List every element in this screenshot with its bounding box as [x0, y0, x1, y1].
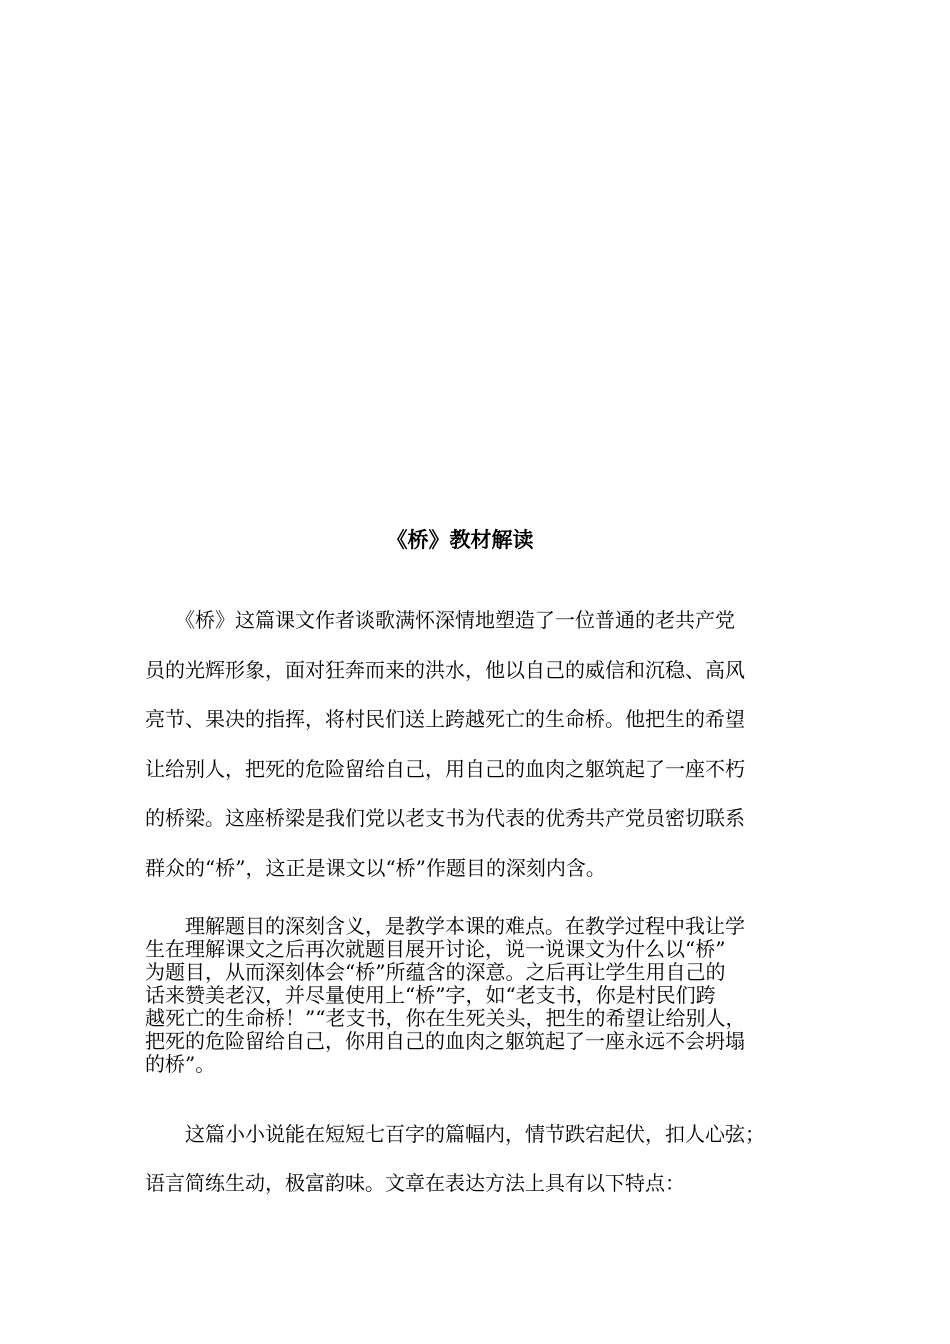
- document-title: 《桥》教材解读: [386, 528, 534, 552]
- text-line: 群众的“桥”，这正是课文以“桥”作题目的深刻内含。: [145, 855, 606, 880]
- paragraph-theme: [145, 596, 835, 893]
- text-line: 《桥》这篇课文作者谈歌满怀深情地塑造了一位普通的老共产党: [145, 608, 735, 632]
- text-line: 理解题目的深刻含义，是教学本课的难点。在教学过程中我让学: [145, 914, 745, 938]
- text-line: 为题目，从而深刻体会“桥”所蕴含的深意。之后再让学生用自己的: [145, 960, 726, 984]
- text-line: 的桥梁。这座桥梁是我们党以老支书为代表的优秀共产党员密切联系: [145, 806, 745, 830]
- text-line: 这篇小小说能在短短七百字的篇幅内，情节跌宕起伏，扣人心弦；: [145, 1122, 765, 1146]
- text-line: 生在理解课文之后再次就题目展开讨论，说一说课文为什么以“桥”: [145, 937, 726, 961]
- text-line: 员的光辉形象，面对狂奔而来的洪水，他以自己的威信和沉稳、高风: [145, 657, 745, 682]
- text-line: 的桥”。: [145, 1052, 216, 1076]
- text-line: 语言简练生动，极富韵味。文章在表达方法上具有以下特点：: [145, 1171, 685, 1195]
- text-line: 把死的危险留给自己，你用自己的血肉之躯筑起了一座永远不会坍塌: [145, 1029, 745, 1053]
- text-line: 越死亡的生命桥！”“老支书，你在生死关头，把生的希望让给别人，: [145, 1006, 746, 1030]
- text-line: 让给别人，把死的危险留给自己，用自己的血肉之躯筑起了一座不朽: [145, 756, 745, 781]
- text-line: 亮节、果决的指挥，将村民们送上跨越死亡的生命桥。他把生的希望: [145, 707, 745, 731]
- paragraph-writing-features: [145, 1110, 835, 1208]
- paragraph-teaching-difficulty: [145, 915, 835, 1076]
- text-line: 话来赞美老汉，并尽量使用上“桥”字，如“老支书，你是村民们跨: [145, 983, 716, 1007]
